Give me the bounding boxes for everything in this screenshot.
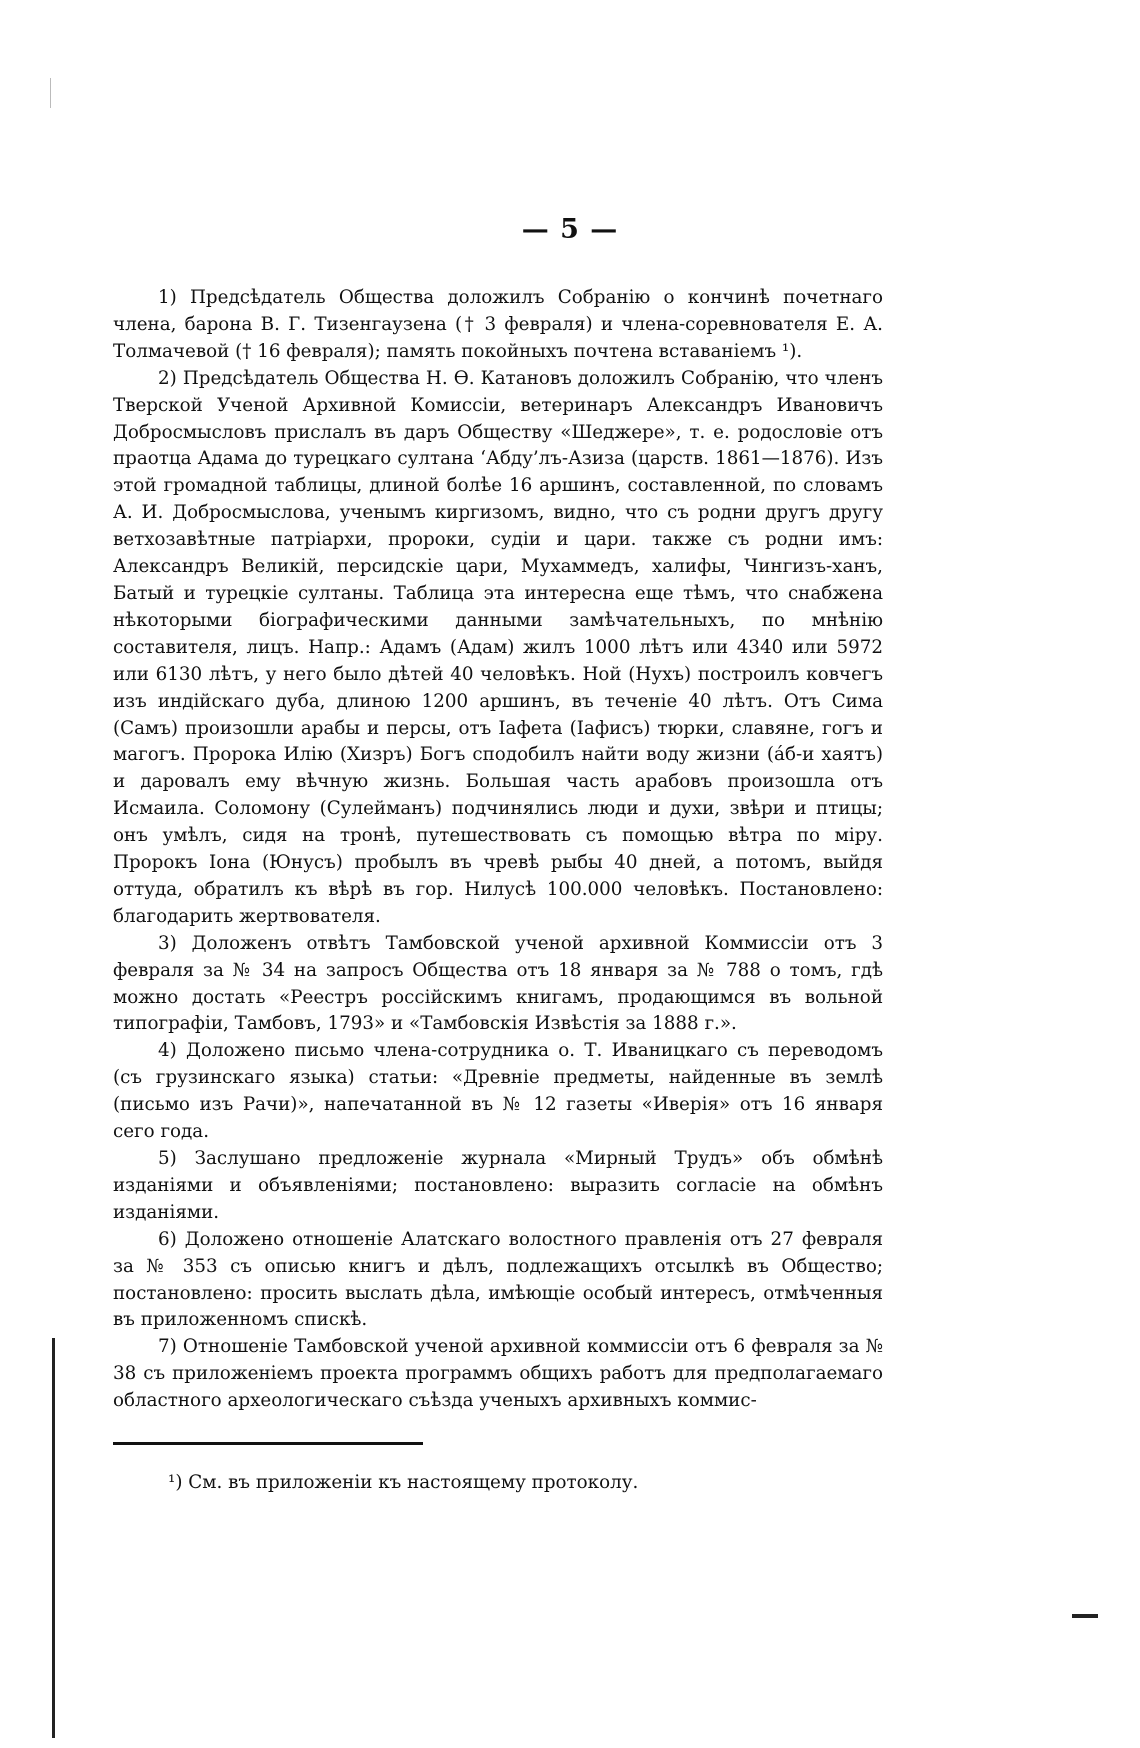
- page-number: — 5 —: [521, 214, 619, 245]
- paragraph-7: 7) Отношеніе Тамбовской ученой архивной коммиссіи отъ 6 февраля за № 38 съ приложеніемъ проекта программъ общихъ работъ для предполагаемаго областного археологическаго съѣзда ученыхъ архивныхъ коммис-: [113, 1336, 883, 1412]
- paragraph-1: 1) Предсѣдатель Общества доложилъ Собранію о кончинѣ почетнаго члена, барона В. Г. Тизенгаузена († 3 февраля) и члена-соревнователя Е. А. Толмачевой († 16 февраля); память покойныхъ почтена вставаніемъ ¹).: [113, 287, 883, 362]
- paragraph-6: 6) Доложено отношеніе Алатскаго волостного правленія отъ 27 февраля за № 353 съ описью книгъ и дѣлъ, подлежащихъ отсылкѣ въ Общество; постановлено: просить выслать дѣла, имѣющіе особый интересъ, отмѣченныя въ приложенномъ спискѣ.: [113, 1228, 883, 1331]
- scan-artifact-mark: [50, 78, 51, 108]
- scan-artifact-bar: [52, 1338, 55, 1738]
- scan-artifact-dash: [1072, 1614, 1098, 1618]
- paragraph-4: 4) Доложено письмо члена-сотрудника о. Т. Иваницкаго съ переводомъ (съ грузинскаго языка) статьи: «Древніе предметы, найденные въ землѣ (письмо изъ Рачи)», напечатанной въ № 12 газеты «Иверія» отъ 16 января сего года.: [113, 1040, 883, 1143]
- body-text: [113, 285, 883, 1415]
- paragraph-2: 2) Предсѣдатель Общества Н. Ѳ. Катановъ доложилъ Собранію, что членъ Тверской Ученой Архивной Комиссіи, ветеринаръ Александръ Ивановичъ Добросмысловъ прислалъ въ даръ Обществу «Шеджере», т. е. родословіе отъ праотца Адама до турецкаго султана ‘Абду’лъ-Азиза (царств. 1861—1876). Изъ этой громадной таблицы, длиной болѣе 16 аршинъ, составленной, по словамъ А. И. Добросмыслова, ученымъ киргизомъ, видно, что съ родни другъ другу ветхозавѣтные патріархи, пророки, судіи и цари. также съ родни имъ: Александръ Великій, персидскіе цари, Мухаммедъ, халифы, Чингизъ-ханъ, Батый и турецкіе султаны. Таблица эта интересна еще тѣмъ, что снабжена нѣкоторыми біографическими данными замѣчательныхъ, по мнѣнію составителя, лицъ. Напр.: Адамъ (Адам) жилъ 1000 лѣтъ или 4340 или 5972 или 6130 лѣтъ, у него было дѣтей 40 человѣкъ. Ной (Нухъ) построилъ ковчегъ изъ индійскаго дуба, длиною 1200 аршинъ, въ теченіе 40 лѣтъ. Отъ Сима (Самъ) произошли арабы и персы, отъ Іафета (Іафисъ) тюрки, славяне, гогъ и магогъ. Пророка Илію (Хизръ) Богъ сподобилъ найти воду жизни (áб-и хаятъ) и даровалъ ему вѣчную жизнь. Большая часть арабовъ произошла отъ Исмаила. Соломону (Сулейманъ) подчинялись люди и духи, звѣри и птицы; онъ умѣлъ, сидя на тронѣ, путешествовать съ помощью вѣтра по міру. Пророкъ Іона (Юнусъ) пробылъ въ чревѣ рыбы 40 дней, а потомъ, выйдя оттуда, обратилъ къ вѣрѣ въ гор. Нилусѣ 100.000 человѣкъ. Постановлено: благодарить жертвователя.: [113, 367, 883, 927]
- paragraph-5: 5) Заслушано предложеніе журнала «Мирный Трудъ» объ обмѣнѣ изданіями и объявленіями; постановлено: выразить согласіе на обмѣнъ изданіями.: [113, 1148, 883, 1223]
- paragraph-3: 3) Доложенъ отвѣтъ Тамбовской ученой архивной Коммиссіи отъ 3 февраля за № 34 на запросъ Общества отъ 18 января за № 788 о томъ, гдѣ можно достать «Реестръ россійскимъ книгамъ, продающимся въ вольной типографіи, Тамбовъ, 1793» и «Тамбовскія Извѣстія за 1888 г.».: [113, 932, 883, 1035]
- footnote: ¹) См. въ приложеніи къ настоящему протоколу.: [168, 1472, 639, 1493]
- footnote-divider: [113, 1442, 423, 1445]
